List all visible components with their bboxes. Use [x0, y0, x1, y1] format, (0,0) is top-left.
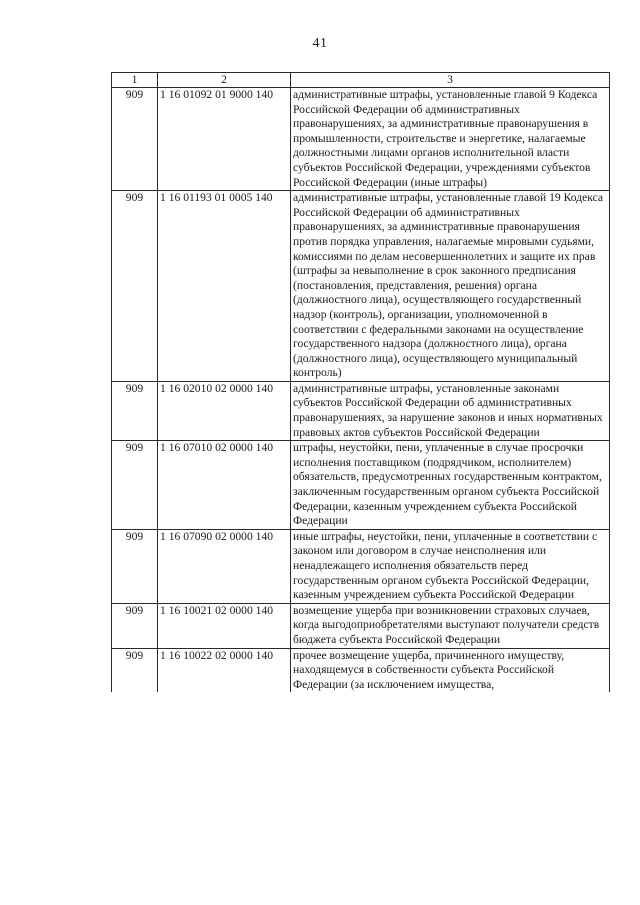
income-name-cell: штрафы, неустойки, пени, уплаченные в случае просрочки исполнения поставщиком (подрядчиком, исполнителем) обязательств, предусмотренных государственным контрактом, заключенным государственным органом субъекта Российской Федерации, казенным учреждением субъекта Российской Федерации — [291, 441, 610, 530]
income-name-cell: возмещение ущерба при возникновении страховых случаев, когда выгодоприобретателями выступают получатели средств бюджета субъекта Российской Федерации — [291, 603, 610, 648]
header-col-1: 1 — [112, 73, 158, 88]
budget-code-cell: 1 16 02010 02 0000 140 — [158, 381, 291, 440]
table-header-row — [112, 73, 610, 88]
income-name-cell: административные штрафы, установленные главой 9 Кодекса Российской Федерации об административных правонарушениях, за административные правонарушения в промышленности, строительстве и энергетике, налагаемые должностными лицами органов исполнительной власти субъектов Российской Федерации, учреждениями субъектов Российской Федерации (иные штрафы) — [291, 88, 610, 191]
income-name-cell: иные штрафы, неустойки, пени, уплаченные в соответствии с законом или договором в случае неисполнения или ненадлежащего исполнения обязательств перед государственным органом субъекта Российской Федерации, казенным учреждением субъекта Российской Федерации — [291, 529, 610, 603]
income-name-cell: административные штрафы, установленные главой 19 Кодекса Российской Федерации об административных правонарушениях, за административные правонарушения против порядка управления, налагаемые мировыми судьями, комиссиями по делам несовершеннолетних и защите их прав (штрафы за невыполнение в срок законного предписания (постановления, представления, решения) органа (должностного лица), осуществляющего государственный надзор (контроль), организации, уполномоченной в соответствии с федеральными законами на осуществление государственного надзора (должностного лица), органа (должностного лица), осуществляющего муниципальный контроль) — [291, 191, 610, 382]
table-row — [112, 191, 610, 382]
header-col-2: 2 — [158, 73, 291, 88]
chapter-code-cell: 909 — [112, 381, 158, 440]
table-row — [112, 88, 610, 191]
table-row — [112, 529, 610, 603]
header-col-3: 3 — [291, 73, 610, 88]
budget-code-cell: 1 16 01193 01 0005 140 — [158, 191, 291, 382]
budget-code-cell: 1 16 01092 01 9000 140 — [158, 88, 291, 191]
chapter-code-cell: 909 — [112, 648, 158, 692]
chapter-code-cell: 909 — [112, 529, 158, 603]
budget-code-cell: 1 16 07010 02 0000 140 — [158, 441, 291, 530]
budget-code-cell: 1 16 10021 02 0000 140 — [158, 603, 291, 648]
budget-code-cell: 1 16 07090 02 0000 140 — [158, 529, 291, 603]
budget-codes-table — [111, 72, 610, 692]
chapter-code-cell: 909 — [112, 88, 158, 191]
table-row — [112, 603, 610, 648]
page-number: 41 — [312, 36, 328, 51]
chapter-code-cell: 909 — [112, 441, 158, 530]
table-row — [112, 441, 610, 530]
income-name-cell: административные штрафы, установленные законами субъектов Российской Федерации об административных правонарушениях, за нарушение законов и иных нормативных правовых актов субъектов Российской Федерации — [291, 381, 610, 440]
budget-code-cell: 1 16 10022 02 0000 140 — [158, 648, 291, 692]
income-name-cell: прочее возмещение ущерба, причиненного имуществу, находящемуся в собственности субъекта Российской Федерации (за исключением имущества, — [291, 648, 610, 692]
chapter-code-cell: 909 — [112, 191, 158, 382]
table-row — [112, 648, 610, 692]
chapter-code-cell: 909 — [112, 603, 158, 648]
table-row — [112, 381, 610, 440]
